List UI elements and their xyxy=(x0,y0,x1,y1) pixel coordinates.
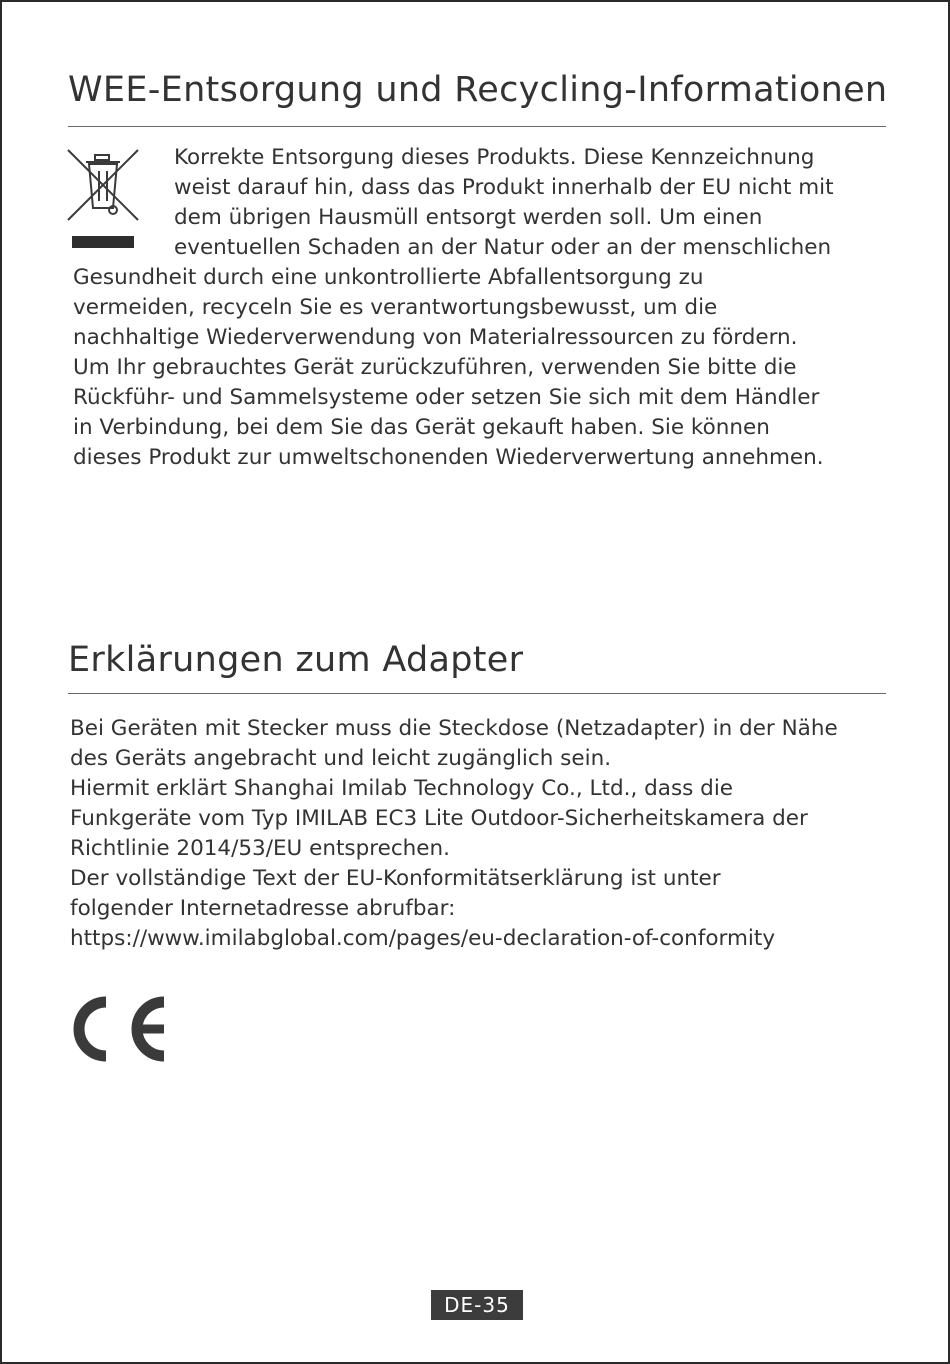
adapter-text-line: Hiermit erklärt Shanghai Imilab Technology Co., Ltd., dass die xyxy=(70,776,734,801)
weee-text-line: dieses Produkt zur umweltschonenden Wiederverwertung annehmen. xyxy=(73,445,824,470)
weee-section-title: WEE-Entsorgung und Recycling-Informationen xyxy=(68,70,888,110)
adapter-text-line: Bei Geräten mit Stecker muss die Steckdose (Netzadapter) in der Nähe xyxy=(70,716,838,741)
weee-text-line: dem übrigen Hausmüll entsorgt werden soll. Um einen xyxy=(174,205,763,230)
adapter-text-line: folgender Internetadresse abrufbar: xyxy=(70,896,456,921)
weee-text-line: in Verbindung, bei dem Sie das Gerät gekauft haben. Sie können xyxy=(73,415,770,440)
weee-text-line: Gesundheit durch eine unkontrollierte Abfallentsorgung zu xyxy=(73,265,704,290)
weee-text-line: eventuellen Schaden an der Natur oder an der menschlichen xyxy=(174,235,832,260)
crossed-out-wheelie-bin-icon xyxy=(66,146,140,252)
weee-text-line: vermeiden, recyceln Sie es verantwortungsbewusst, um die xyxy=(73,295,718,320)
adapter-text-line: Richtlinie 2014/53/EU entsprechen. xyxy=(70,836,450,861)
adapter-text-line: Der vollständige Text der EU-Konformitätserklärung ist unter xyxy=(70,866,721,891)
weee-text-line: weist darauf hin, dass das Produkt innerhalb der EU nicht mit xyxy=(174,175,834,200)
page-number-badge: DE-35 xyxy=(431,1290,523,1320)
adapter-title-divider xyxy=(68,693,886,694)
adapter-text-line: des Geräts angebracht und leicht zugänglich sein. xyxy=(70,746,612,771)
weee-text-line: nachhaltige Wiederverwendung von Materialressourcen zu fördern. xyxy=(73,325,798,350)
declaration-url-text: https://www.imilabglobal.com/pages/eu-declaration-of-conformity xyxy=(70,926,776,951)
ce-mark-icon xyxy=(68,992,172,1066)
weee-text-line: Rückführ- und Sammelsysteme oder setzen Sie sich mit dem Händler xyxy=(73,385,820,410)
weee-text-line: Um Ihr gebrauchtes Gerät zurückzuführen, verwenden Sie bitte die xyxy=(73,355,797,380)
adapter-text-line: Funkgeräte vom Typ IMILAB EC3 Lite Outdoor-Sicherheitskamera der xyxy=(70,806,808,831)
weee-title-divider xyxy=(68,126,886,127)
adapter-section-title: Erklärungen zum Adapter xyxy=(68,640,524,680)
weee-text-line: Korrekte Entsorgung dieses Produkts. Diese Kennzeichnung xyxy=(174,145,815,170)
